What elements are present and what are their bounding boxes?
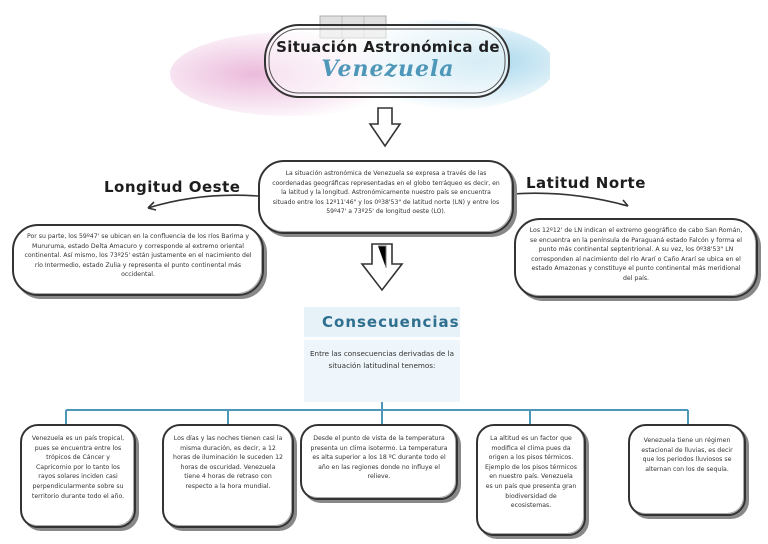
center-description-box	[258, 160, 514, 234]
longitud-box	[12, 224, 264, 296]
consequence-box-5	[628, 424, 746, 516]
latitud-box	[514, 218, 758, 298]
consecuencias-heading: Consecuencias	[322, 313, 460, 331]
latitud-text: Los 12º12' de LN indican el extremo geográfico de cabo San Román, se encuentra en la península de Paraguaná estado Falcón y forma el punto más continental septentrional. A su vez, los 0º38'53" LN corresponden al nacimiento del río Ararí o Caño Ararí se ubica en el estado Amazonas y constituye el punto continental más meridional del país.	[529, 227, 743, 282]
consequence-text-4: La altitud es un factor que modifica el clima pues da origen a los pisos térmicos. Ejemplo de los pisos térmicos en nuestro país. Venezuela es un país que presenta gran biodiversidad de ecosistemas.	[485, 435, 577, 510]
center-description-text: La situación astronómica de Venezuela se expresa a través de las coordenadas geográficas representadas en el globo terráqueo es decir, en la latitud y la longitud. Astronómicamente nuestro país se encuentra situado entre los 12º11'46" y los 0º38'53" de latitud norte (LN) y entre los 59º47' a 73º25' de longitud oeste (LO).	[272, 170, 500, 215]
consequence-text-2: Los días y las noches tienen casi la misma duración, es decir, a 12 horas de iluminación le suceden 12 horas de oscuridad. Venezuela tiene 4 horas de retraso con respecto a la hora mundial.	[173, 435, 283, 490]
consequence-box-3	[300, 424, 458, 500]
longitud-heading: Longitud Oeste	[104, 178, 241, 196]
consequence-text-3: Desde el punto de vista de la temperatura presenta un clima isotermo. La temperatura es alta superior a los 18 ºC durante todo el año en las regiones donde no influye el relieve.	[310, 435, 448, 481]
consequence-text-1: Venezuela es un país tropical, pues se encuentra entre los trópicos de Cáncer y Capricornio por lo tanto los rayos solares inciden casi perpendicularmente sobre su territorio durante todo el año.	[31, 435, 125, 500]
consecuencias-intro: Entre las consecuencias derivadas de la situación latitudinal tenemos:	[304, 340, 460, 402]
consequence-box-1	[20, 424, 136, 528]
consequence-box-2	[162, 424, 294, 528]
consequence-text-5: Venezuela tiene un régimen estacional de lluvias, es decir que los periodos lluviosos se alternan con los de sequía.	[641, 437, 733, 473]
page-subtitle: Venezuela	[321, 56, 455, 82]
latitud-heading: Latitud Norte	[526, 174, 646, 192]
consequence-box-4	[476, 424, 586, 536]
longitud-text: Por su parte, los 59º47' se ubican en la confluencia de los ríos Barima y Mururuma, estado Delta Amacuro y corresponde al extremo oriental continental. Así mismo, los 73º25' están justamente en el nacimiento del río Intermedio, estado Zulia y representa el punto continental más occidental.	[24, 233, 252, 279]
page-title: Situación Astronómica de	[276, 38, 500, 56]
